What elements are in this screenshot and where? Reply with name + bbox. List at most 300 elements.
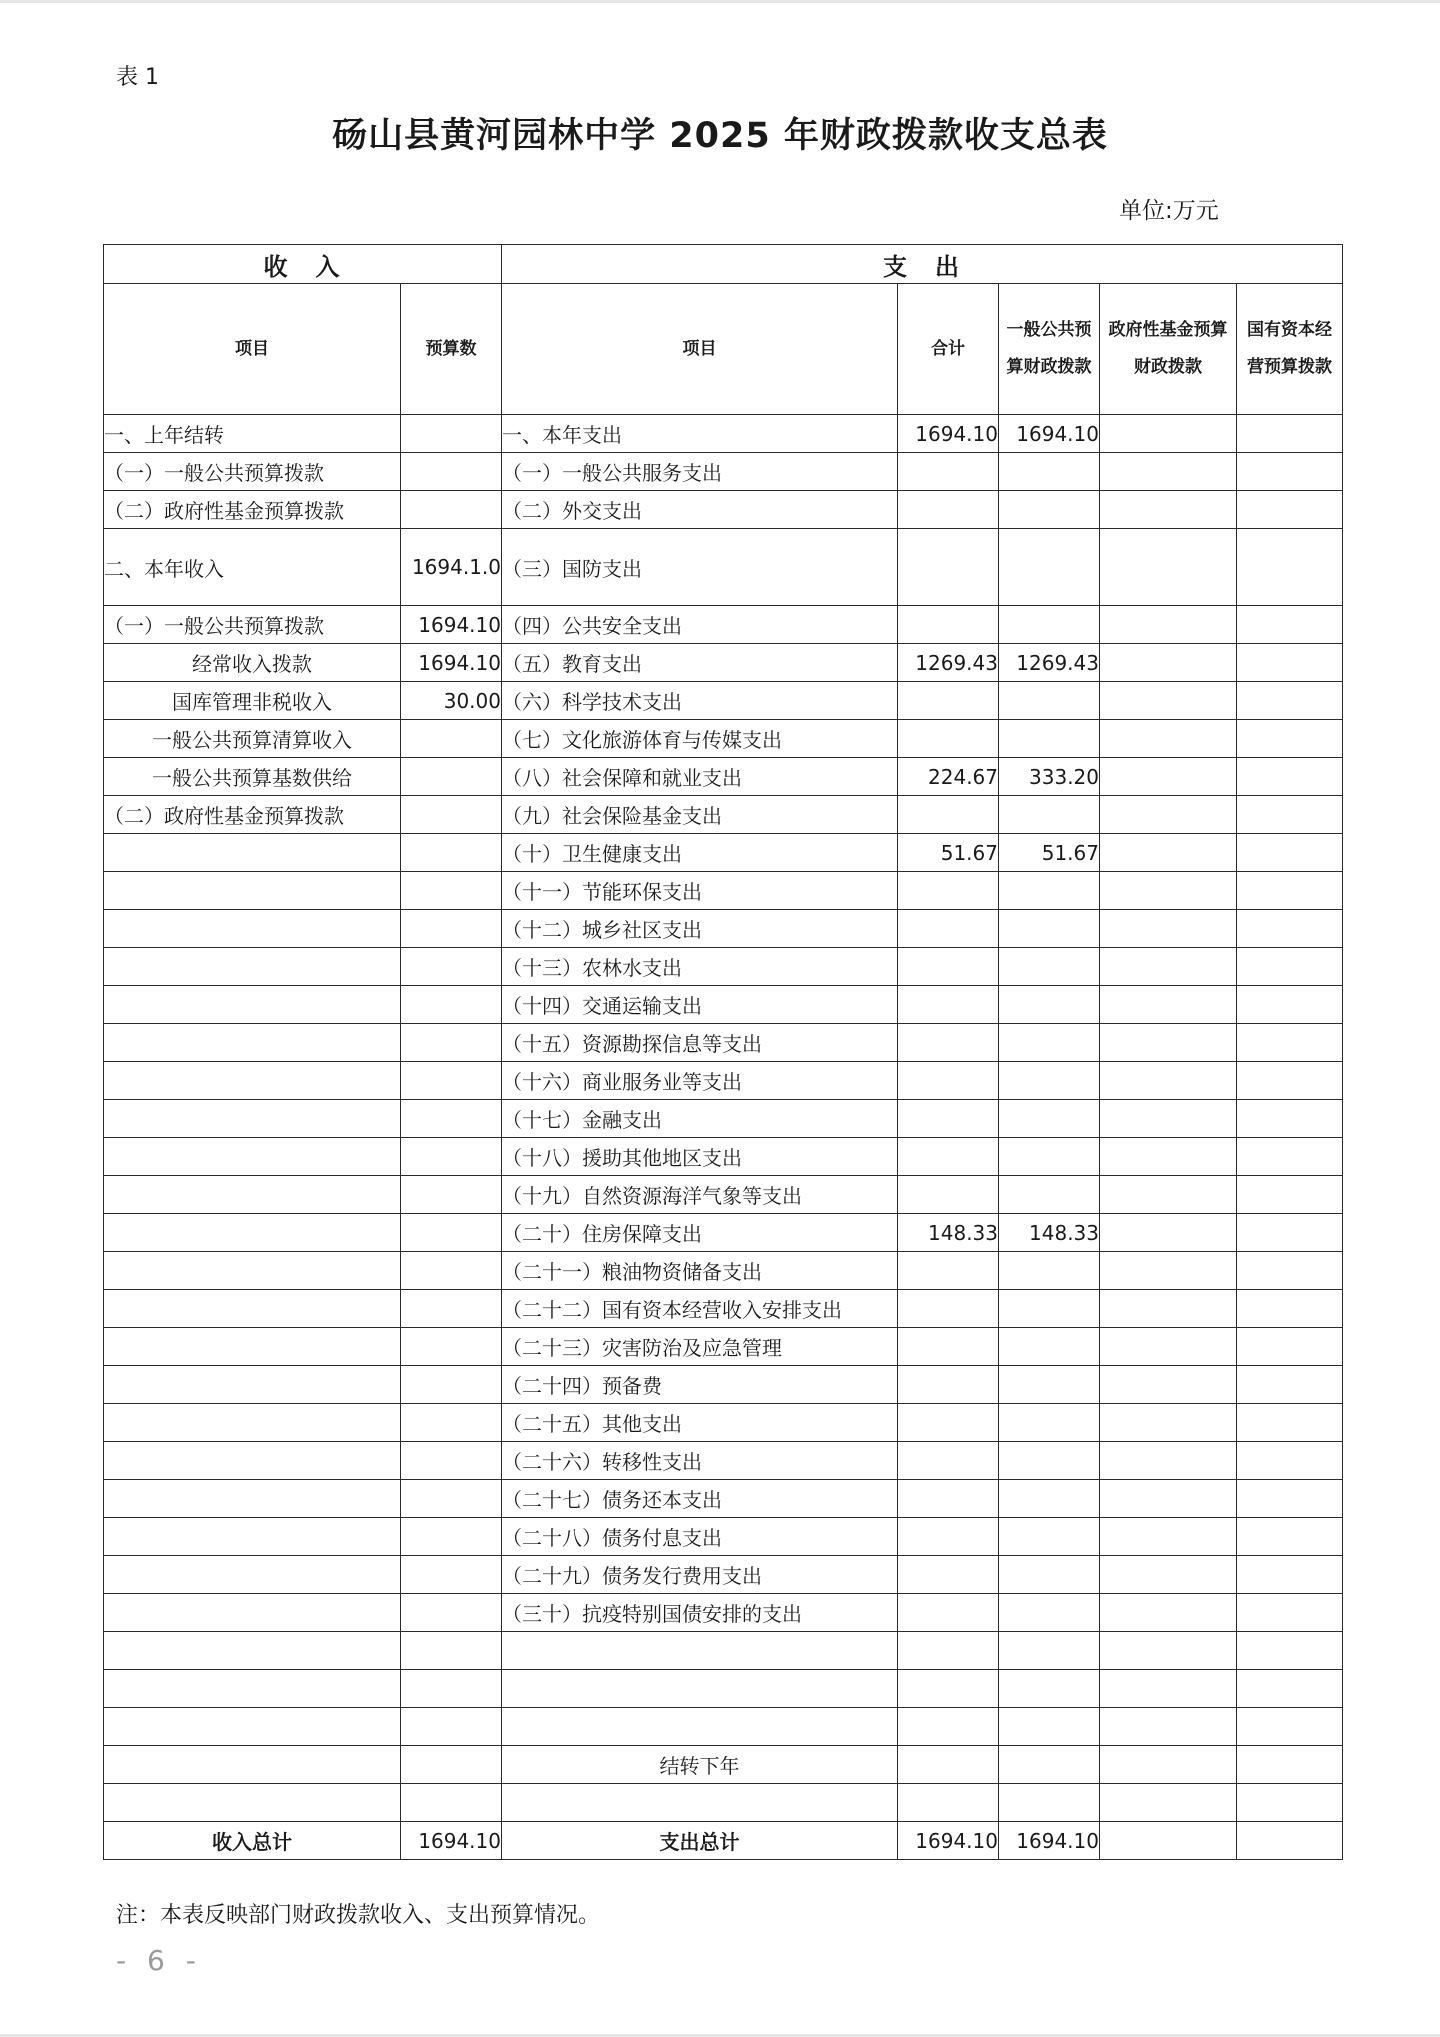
total-cell [898,1632,999,1670]
expense-item-cell: （六）科学技术支出 [502,682,898,720]
state-capital-cell [1237,415,1343,453]
total-cell: 224.67 [898,758,999,796]
state-capital-cell [1237,1024,1343,1062]
table-row [104,644,1343,682]
gov-fund-cell [1100,1366,1237,1404]
table-row [104,415,1343,453]
income-item-cell [104,1708,401,1746]
gov-fund-cell [1100,1480,1237,1518]
state-capital-cell [1237,1290,1343,1328]
state-capital-cell [1237,986,1343,1024]
total-cell [898,1708,999,1746]
income-item-cell [104,1100,401,1138]
general-budget-cell: 1694.10 [999,1822,1100,1860]
table-row [104,1632,1343,1670]
gov-fund-cell [1100,1138,1237,1176]
general-budget-cell [999,1556,1100,1594]
expense-item-cell: 结转下年 [502,1746,898,1784]
general-budget-cell: 1694.10 [999,415,1100,453]
income-budget-cell [401,1366,502,1404]
total-header: 合计 [898,284,999,415]
total-cell: 1269.43 [898,644,999,682]
expense-item-cell: （二）外交支出 [502,491,898,529]
income-item-cell [104,1480,401,1518]
gov-fund-cell [1100,1442,1237,1480]
income-item-cell [104,1024,401,1062]
expense-item-cell [502,1708,898,1746]
income-item-cell [104,1442,401,1480]
state-capital-cell [1237,491,1343,529]
gov-fund-cell [1100,720,1237,758]
expense-item-cell: （三）国防支出 [502,529,898,606]
expense-item-cell: （二十八）债务付息支出 [502,1518,898,1556]
expense-item-cell: （七）文化旅游体育与传媒支出 [502,720,898,758]
income-budget-cell [401,948,502,986]
state-capital-cell [1237,606,1343,644]
table-row [104,1670,1343,1708]
total-cell: 1694.10 [898,1822,999,1860]
expense-item-cell: （二十六）转移性支出 [502,1442,898,1480]
general-budget-header: 一般公共预算财政拨款 [999,284,1100,415]
income-item-cell [104,910,401,948]
footnote: 注：本表反映部门财政拨款收入、支出预算情况。 [116,1903,601,1928]
general-budget-cell [999,1670,1100,1708]
income-budget-cell [401,1062,502,1100]
income-budget-cell [401,834,502,872]
general-budget-cell [999,606,1100,644]
general-budget-cell [999,453,1100,491]
expense-item-cell: （三十）抗疫特别国债安排的支出 [502,1594,898,1632]
income-item-cell: （一）一般公共预算拨款 [104,453,401,491]
total-cell [898,453,999,491]
general-budget-cell [999,1708,1100,1746]
table-row [104,834,1343,872]
state-capital-cell [1237,1518,1343,1556]
income-budget-cell [401,1518,502,1556]
table-row [104,1594,1343,1632]
gov-fund-cell [1100,758,1237,796]
top-border-line [0,0,1440,3]
expense-item-cell: （十八）援助其他地区支出 [502,1138,898,1176]
income-budget-cell [401,910,502,948]
gov-fund-cell [1100,1594,1237,1632]
table-row [104,720,1343,758]
income-budget-cell [401,1290,502,1328]
total-cell [898,1670,999,1708]
gov-fund-cell [1100,1708,1237,1746]
income-item-cell: 二、本年收入 [104,529,401,606]
total-cell [898,986,999,1024]
column-header-row [104,284,1343,415]
gov-fund-cell [1100,415,1237,453]
state-capital-cell [1237,529,1343,606]
income-budget-cell [401,415,502,453]
gov-fund-cell [1100,948,1237,986]
expense-item-cell: （十二）城乡社区支出 [502,910,898,948]
state-capital-cell [1237,1670,1343,1708]
income-item-header: 项目 [104,284,401,415]
income-budget-cell [401,986,502,1024]
table-row [104,491,1343,529]
expense-item-cell: （十三）农林水支出 [502,948,898,986]
state-capital-cell [1237,453,1343,491]
general-budget-cell [999,1480,1100,1518]
income-item-cell [104,1328,401,1366]
total-cell: 51.67 [898,834,999,872]
table-row [104,910,1343,948]
income-item-cell: （一）一般公共预算拨款 [104,606,401,644]
general-budget-cell [999,1518,1100,1556]
general-budget-cell: 1269.43 [999,644,1100,682]
expense-item-cell: （二十四）预备费 [502,1366,898,1404]
income-budget-cell [401,1480,502,1518]
expense-item-cell: （十五）资源勘探信息等支出 [502,1024,898,1062]
expense-item-cell: （十九）自然资源海洋气象等支出 [502,1176,898,1214]
general-budget-cell [999,948,1100,986]
income-section-header: 收 入 [104,245,502,284]
gov-fund-cell [1100,1822,1237,1860]
gov-fund-cell [1100,1062,1237,1100]
table-row [104,1442,1343,1480]
general-budget-cell [999,1290,1100,1328]
income-item-cell [104,1062,401,1100]
gov-fund-cell [1100,1784,1237,1822]
table-row [104,1556,1343,1594]
total-cell [898,1100,999,1138]
total-cell [898,1138,999,1176]
general-budget-cell [999,872,1100,910]
gov-fund-cell [1100,1328,1237,1366]
state-capital-cell [1237,720,1343,758]
table-row [104,1404,1343,1442]
income-item-cell [104,834,401,872]
general-budget-cell: 148.33 [999,1214,1100,1252]
table-row [104,1784,1343,1822]
gov-fund-cell [1100,529,1237,606]
state-capital-cell [1237,1404,1343,1442]
total-cell [898,682,999,720]
income-budget-cell [401,1632,502,1670]
table-row [104,1214,1343,1252]
income-item-cell: 一般公共预算清算收入 [104,720,401,758]
state-capital-cell [1237,1176,1343,1214]
income-budget-header: 预算数 [401,284,502,415]
state-capital-cell [1237,872,1343,910]
income-item-cell [104,1252,401,1290]
gov-fund-cell [1100,606,1237,644]
table-row [104,758,1343,796]
total-cell [898,1518,999,1556]
income-budget-cell [401,1024,502,1062]
general-budget-cell [999,1138,1100,1176]
expense-item-cell: （一）一般公共服务支出 [502,453,898,491]
total-cell [898,1252,999,1290]
expense-item-cell: （二十）住房保障支出 [502,1214,898,1252]
expense-item-cell: 一、本年支出 [502,415,898,453]
state-capital-cell [1237,948,1343,986]
page-number: - 6 - [116,1944,202,1977]
state-capital-cell [1237,796,1343,834]
state-capital-cell [1237,1252,1343,1290]
total-cell [898,1556,999,1594]
total-cell [898,1328,999,1366]
income-item-cell [104,1214,401,1252]
general-budget-cell [999,1442,1100,1480]
gov-fund-cell [1100,1632,1237,1670]
gov-fund-cell [1100,1214,1237,1252]
table-row [104,1746,1343,1784]
gov-fund-cell [1100,1670,1237,1708]
gov-fund-cell [1100,1556,1237,1594]
general-budget-cell [999,1594,1100,1632]
total-cell [898,1442,999,1480]
income-item-cell [104,1594,401,1632]
expense-item-cell: （二十七）债务还本支出 [502,1480,898,1518]
income-budget-cell: 30.00 [401,682,502,720]
general-budget-cell [999,1632,1100,1670]
total-cell [898,606,999,644]
total-cell: 148.33 [898,1214,999,1252]
general-budget-cell [999,1062,1100,1100]
expense-item-cell: （十六）商业服务业等支出 [502,1062,898,1100]
total-cell [898,1024,999,1062]
gov-fund-cell [1100,644,1237,682]
total-cell [898,1062,999,1100]
income-item-cell: 收入总计 [104,1822,401,1860]
table-row [104,606,1343,644]
table-row [104,682,1343,720]
general-budget-cell [999,682,1100,720]
income-budget-cell: 1694.10 [401,606,502,644]
gov-fund-cell [1100,1518,1237,1556]
state-capital-cell [1237,1480,1343,1518]
total-cell [898,1480,999,1518]
income-item-cell: 国库管理非税收入 [104,682,401,720]
general-budget-cell [999,1024,1100,1062]
income-budget-cell [401,1594,502,1632]
state-capital-cell [1237,834,1343,872]
gov-fund-cell [1100,1100,1237,1138]
total-cell [898,1366,999,1404]
general-budget-cell [999,1100,1100,1138]
state-capital-cell [1237,1328,1343,1366]
income-item-cell [104,1404,401,1442]
expense-item-cell: （四）公共安全支出 [502,606,898,644]
table-row [104,1024,1343,1062]
general-budget-cell [999,986,1100,1024]
expense-item-cell: （十七）金融支出 [502,1100,898,1138]
table-row [104,1480,1343,1518]
general-budget-cell [999,1328,1100,1366]
income-budget-cell [401,1328,502,1366]
expense-item-cell: （九）社会保险基金支出 [502,796,898,834]
state-capital-cell [1237,1822,1343,1860]
state-capital-cell [1237,682,1343,720]
general-budget-cell [999,491,1100,529]
income-budget-cell [401,1214,502,1252]
income-item-cell [104,1518,401,1556]
total-cell [898,872,999,910]
table-row [104,1328,1343,1366]
state-capital-cell [1237,1708,1343,1746]
income-budget-cell [401,491,502,529]
income-budget-cell [401,1252,502,1290]
income-item-cell [104,1746,401,1784]
table-row [104,1138,1343,1176]
state-capital-cell [1237,758,1343,796]
expense-item-cell: （五）教育支出 [502,644,898,682]
table-row [104,529,1343,606]
income-item-cell: 一般公共预算基数供给 [104,758,401,796]
state-capital-cell [1237,1100,1343,1138]
income-budget-cell [401,1442,502,1480]
expense-item-cell: （二十一）粮油物资储备支出 [502,1252,898,1290]
table-row [104,948,1343,986]
general-budget-cell: 51.67 [999,834,1100,872]
table-row [104,1708,1343,1746]
general-budget-cell [999,1746,1100,1784]
table-row [104,1290,1343,1328]
gov-fund-cell [1100,1404,1237,1442]
income-budget-cell: 1694.10 [401,644,502,682]
expense-item-cell: （十一）节能环保支出 [502,872,898,910]
income-budget-cell [401,453,502,491]
gov-fund-cell [1100,491,1237,529]
income-budget-cell [401,1404,502,1442]
expense-item-cell: （八）社会保障和就业支出 [502,758,898,796]
income-item-cell [104,1366,401,1404]
table-row [104,1518,1343,1556]
state-capital-cell [1237,910,1343,948]
state-capital-header: 国有资本经营预算拨款 [1237,284,1343,415]
income-item-cell [104,872,401,910]
state-capital-cell [1237,1632,1343,1670]
income-budget-cell [401,1670,502,1708]
page-title: 砀山县黄河园林中学 2025 年财政拨款收支总表 [332,116,1108,156]
state-capital-cell [1237,644,1343,682]
expense-item-cell: （二十九）债务发行费用支出 [502,1556,898,1594]
gov-fund-cell [1100,682,1237,720]
income-item-cell [104,1556,401,1594]
total-cell [898,1594,999,1632]
general-budget-cell [999,1404,1100,1442]
income-budget-cell [401,720,502,758]
fiscal-summary-table [103,244,1343,1860]
general-budget-cell [999,910,1100,948]
state-capital-cell [1237,1784,1343,1822]
income-item-cell [104,1290,401,1328]
state-capital-cell [1237,1442,1343,1480]
state-capital-cell [1237,1138,1343,1176]
gov-fund-cell [1100,1252,1237,1290]
general-budget-cell: 333.20 [999,758,1100,796]
table-row [104,986,1343,1024]
income-budget-cell [401,1138,502,1176]
income-item-cell [104,1138,401,1176]
total-cell [898,948,999,986]
expense-item-cell [502,1670,898,1708]
section-header-row [104,245,1343,284]
table-row [104,1176,1343,1214]
general-budget-cell [999,1784,1100,1822]
expense-item-cell: （二十三）灾害防治及应急管理 [502,1328,898,1366]
state-capital-cell [1237,1556,1343,1594]
income-item-cell: 一、上年结转 [104,415,401,453]
total-cell: 1694.10 [898,415,999,453]
general-budget-cell [999,720,1100,758]
income-budget-cell [401,872,502,910]
expense-item-cell [502,1632,898,1670]
income-item-cell [104,986,401,1024]
general-budget-cell [999,1366,1100,1404]
general-budget-cell [999,796,1100,834]
total-cell [898,1404,999,1442]
table-row [104,1366,1343,1404]
income-item-cell [104,1670,401,1708]
income-budget-cell [401,1784,502,1822]
table-row [104,872,1343,910]
expense-item-cell: 支出总计 [502,1822,898,1860]
income-item-cell: （二）政府性基金预算拨款 [104,491,401,529]
income-item-cell [104,948,401,986]
income-budget-cell [401,796,502,834]
table-row [104,1100,1343,1138]
total-cell [898,1290,999,1328]
state-capital-cell [1237,1366,1343,1404]
income-budget-cell [401,1176,502,1214]
total-cell [898,491,999,529]
total-cell [898,529,999,606]
general-budget-cell [999,1252,1100,1290]
expense-item-cell: （十四）交通运输支出 [502,986,898,1024]
state-capital-cell [1237,1062,1343,1100]
income-budget-cell [401,1746,502,1784]
expense-item-cell: （十）卫生健康支出 [502,834,898,872]
gov-fund-cell [1100,1290,1237,1328]
general-budget-cell [999,529,1100,606]
gov-fund-cell [1100,1176,1237,1214]
total-cell [898,1746,999,1784]
gov-fund-cell [1100,910,1237,948]
table-row [104,453,1343,491]
income-budget-cell [401,1100,502,1138]
general-budget-cell [999,1176,1100,1214]
state-capital-cell [1237,1746,1343,1784]
gov-fund-cell [1100,834,1237,872]
expense-item-cell [502,1784,898,1822]
gov-fund-cell [1100,986,1237,1024]
total-cell [898,910,999,948]
table-row [104,796,1343,834]
income-budget-cell [401,758,502,796]
income-item-cell [104,1784,401,1822]
income-budget-cell [401,1556,502,1594]
gov-fund-cell [1100,872,1237,910]
state-capital-cell [1237,1594,1343,1632]
grand-total-row [104,1822,1343,1860]
unit-label: 单位:万元 [1119,198,1219,224]
total-cell [898,720,999,758]
state-capital-cell [1237,1214,1343,1252]
expense-section-header: 支 出 [502,245,1343,284]
expense-item-cell: （二十五）其他支出 [502,1404,898,1442]
income-budget-cell: 1694.10 [401,1822,502,1860]
expense-item-cell: （二十二）国有资本经营收入安排支出 [502,1290,898,1328]
income-item-cell [104,1176,401,1214]
table-label: 表 1 [116,65,159,90]
total-cell [898,1784,999,1822]
gov-fund-cell [1100,453,1237,491]
